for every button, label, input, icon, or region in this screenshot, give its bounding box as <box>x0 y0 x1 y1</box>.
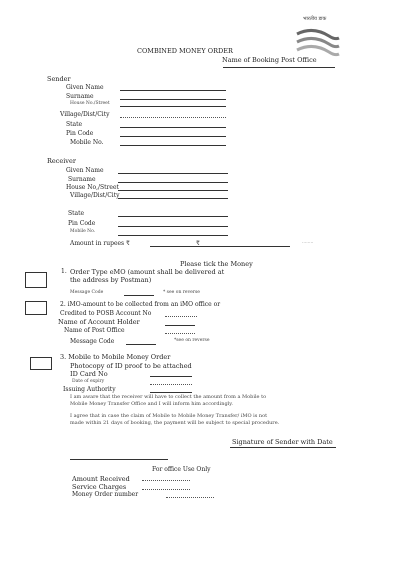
signature-field[interactable] <box>230 447 336 448</box>
sender-state-field[interactable] <box>120 127 226 128</box>
booking-office-label: Name of Booking Post Office <box>222 56 317 64</box>
option2-line1: 2. iMO-amount to be collected from an iMO office or <box>60 301 221 308</box>
option1-see-reverse: * see on reverse <box>163 290 200 295</box>
option2-message-code-label: Message Code <box>70 338 115 345</box>
signature-label: Signature of Sender with Date <box>232 438 333 446</box>
sender-heading: Sender <box>47 75 71 83</box>
option3-id-card-field[interactable] <box>150 376 192 377</box>
option1-line2: the address by Postman) <box>70 276 152 284</box>
option1-message-code-label: Message Code <box>70 290 104 295</box>
receiver-heading: Receiver <box>47 157 76 165</box>
receiver-pin-field[interactable] <box>118 226 228 227</box>
receiver-state-field[interactable] <box>118 216 228 217</box>
receiver-surname-label: Surname <box>68 176 96 183</box>
india-post-logo <box>295 18 341 58</box>
option2-post-office-label: Name of Post Office <box>64 327 125 334</box>
service-charges-label: Service Charges <box>72 483 127 491</box>
receiver-mobile-label: Mobile No. <box>70 229 96 234</box>
option3-id-card-label: ID Card No <box>70 370 108 378</box>
amount-rupee-sign: ₹ <box>196 240 200 247</box>
amount-field[interactable] <box>150 246 290 247</box>
option3-expiry-field[interactable] <box>150 384 192 385</box>
option2-account-holder-field[interactable] <box>165 325 195 326</box>
option1-checkbox[interactable] <box>25 272 47 288</box>
amount-dots: ........ <box>302 240 314 245</box>
option2-credited-label: Credited to POSB Account No <box>60 310 152 317</box>
option2-message-code-field[interactable] <box>126 344 156 345</box>
sender-given-name-label: Given Name <box>66 84 104 91</box>
option3-agree-line1: I agree that in case the claim of Mobile to Mobile Money Transfer/ iMO is not <box>70 413 268 419</box>
option2-account-holder-label: Name of Account Holder <box>58 318 140 326</box>
receiver-surname-field[interactable] <box>118 182 228 183</box>
office-heading: For office Use Only <box>152 466 211 473</box>
receiver-state-label: State <box>68 210 85 217</box>
mo-number-field[interactable] <box>166 497 214 498</box>
option3-aware-line2: Mobile Money Transfer Office and I will inform him accordingly. <box>70 401 234 407</box>
service-charges-field[interactable] <box>142 489 190 490</box>
sender-house-label: House No./Street <box>70 101 110 106</box>
option3-line1: 3. Mobile to Mobile Money Order <box>60 353 171 361</box>
option1-number: 1. <box>61 268 67 275</box>
india-post-emblem-icon <box>295 24 341 58</box>
option3-photocopy: Photocopy of ID proof to be attached <box>70 362 192 370</box>
option1-line1: Order Type eMO (amount shall be delivered at <box>70 268 225 276</box>
receiver-house-label: House No,/Street <box>66 184 119 191</box>
form-title: COMBINED MONEY ORDER <box>137 47 233 55</box>
option2-see-reverse: *see on reverse <box>174 338 210 343</box>
option1-message-code-field[interactable] <box>124 295 154 296</box>
logo-caption: भारतीय डाक <box>303 16 327 22</box>
sender-given-name-field[interactable] <box>120 90 226 91</box>
option2-account-field[interactable] <box>165 316 197 317</box>
amount-received-field[interactable] <box>142 480 190 481</box>
tick-instruction: Please tick the Money <box>180 260 253 268</box>
sender-house-field[interactable] <box>120 106 226 107</box>
receiver-pin-label: Pin Code <box>68 220 96 227</box>
option3-agree-line2: made within 21 days of booking, the payment will be subject to special procedure. <box>70 420 280 426</box>
option3-authority-field[interactable] <box>150 392 192 393</box>
sender-surname-field[interactable] <box>120 99 226 100</box>
amount-received-label: Amount Received <box>72 475 130 483</box>
option3-expiry-label: Date of expiry <box>72 379 105 384</box>
option3-checkbox[interactable] <box>30 357 52 370</box>
option2-checkbox[interactable] <box>25 301 47 315</box>
receiver-village-label: Village/Dist/City <box>70 192 120 199</box>
option2-post-office-field[interactable] <box>165 333 195 334</box>
sender-pin-label: Pin Code <box>66 130 94 137</box>
receiver-village-field[interactable] <box>118 198 228 199</box>
receiver-given-name-label: Given Name <box>66 167 104 174</box>
sender-mobile-field[interactable] <box>120 145 226 146</box>
option3-authority-label: Issuing Authority <box>63 386 116 393</box>
booking-office-field[interactable] <box>223 67 335 68</box>
option3-aware-line1: I am aware that the receiver will have to collect the amount from a Mobile to <box>70 394 267 400</box>
sender-village-label: Village/Dist/City <box>60 111 110 118</box>
amount-label: Amount in rupees ₹ <box>70 240 130 247</box>
receiver-given-name-field[interactable] <box>118 173 228 174</box>
receiver-house-field[interactable] <box>118 190 228 191</box>
sender-state-label: State <box>66 121 83 128</box>
mo-number-label: Money Order number <box>72 491 139 498</box>
sender-surname-label: Surname <box>66 93 94 100</box>
sender-mobile-label: Mobile No. <box>70 139 104 146</box>
office-divider-left <box>70 459 168 460</box>
sender-pin-field[interactable] <box>120 136 226 137</box>
sender-village-field[interactable] <box>120 117 226 118</box>
receiver-mobile-field[interactable] <box>118 235 228 236</box>
